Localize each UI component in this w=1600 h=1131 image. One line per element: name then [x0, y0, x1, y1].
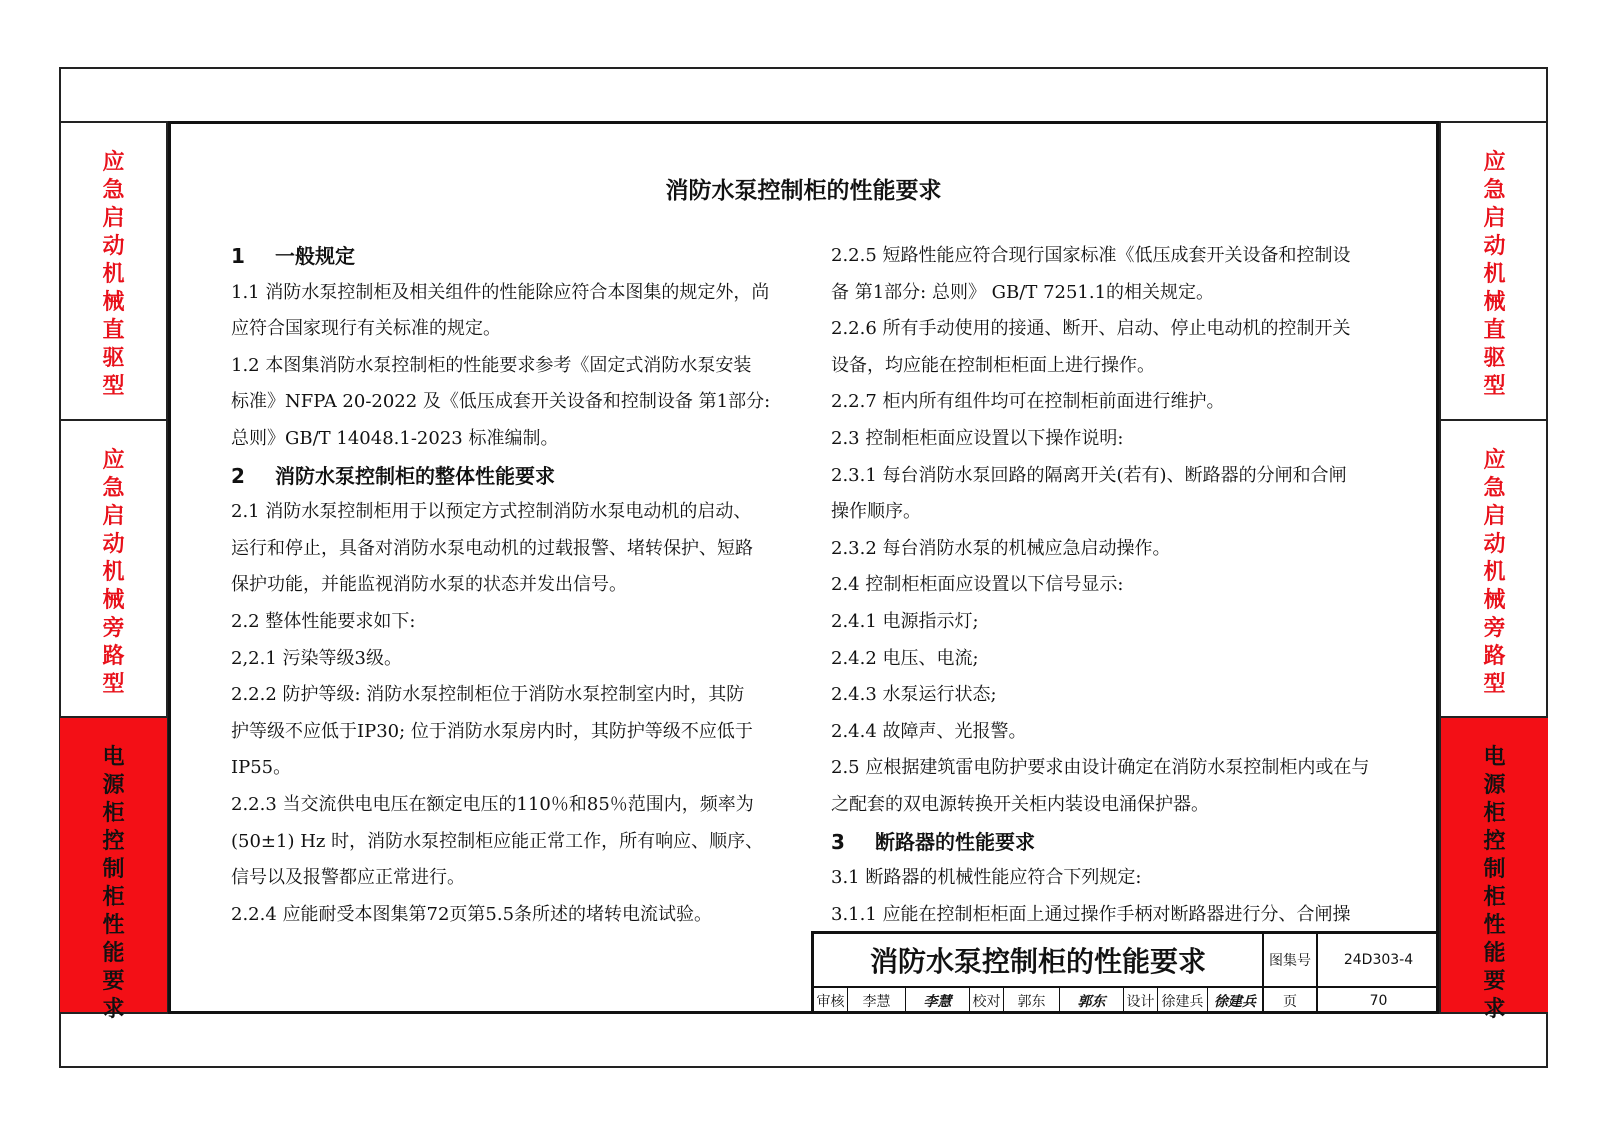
review-label: 审核 — [814, 988, 848, 1014]
section-number: 2 — [231, 463, 245, 488]
design-label: 设计 — [1124, 988, 1158, 1014]
section-heading-text: 一般规定 — [275, 244, 355, 268]
text-line: 标准》NFPA 20-2022 及《低压成套开关设备和控制设备 第1部分: — [231, 391, 771, 413]
section-number: 3 — [831, 829, 845, 854]
text-line: 运行和停止，具备对消防水泵电动机的过载报警、堵转保护、短路 — [231, 537, 753, 559]
right-text-column — [831, 238, 1369, 933]
text-line: 2.3 控制柜柜面应设置以下操作说明: — [831, 427, 1124, 449]
section-heading — [231, 238, 770, 275]
text-line: 2.4.3 水泵运行状态; — [831, 684, 997, 706]
section-heading-text: 消防水泵控制柜的整体性能要求 — [275, 463, 555, 488]
text-line: 信号以及报警都应正常进行。 — [231, 867, 465, 889]
designer-signature: 徐建兵 — [1208, 988, 1264, 1014]
atlas-number-label: 图集号 — [1264, 934, 1318, 988]
reviewer-name: 李慧 — [848, 988, 906, 1014]
reviewer-signature: 李慧 — [906, 988, 970, 1014]
document-title: 消防水泵控制柜的性能要求 — [665, 178, 942, 204]
text-line: 2.2.4 应能耐受本图集第72页第5.5条所述的堵转电流试验。 — [231, 903, 713, 925]
side-tab-label: 应 急 启 动 机 械 直 驱 型 — [102, 150, 125, 399]
title-block — [811, 931, 1439, 1014]
side-tab-label: 电 源 柜 控 制 柜 性 能 要 求 — [102, 745, 125, 1022]
section-heading — [231, 458, 770, 495]
left-text-column — [231, 238, 770, 933]
text-line: 2.2.2 防护等级: 消防水泵控制柜位于消防水泵控制室内时，其防 — [231, 684, 745, 706]
side-tab-label: 应 急 启 动 机 械 旁 路 型 — [1483, 448, 1506, 697]
section-heading-text: 断路器的性能要求 — [875, 829, 1035, 854]
text-line: 2.4 控制柜柜面应设置以下信号显示: — [831, 574, 1124, 596]
right-tab-2 — [1441, 421, 1548, 716]
left-tab-1 — [60, 123, 167, 419]
checker-signature: 郭东 — [1060, 988, 1124, 1014]
text-line: 2.4.1 电源指示灯; — [831, 610, 979, 632]
right-tab-1 — [1441, 123, 1548, 419]
page-label: 页 — [1264, 988, 1318, 1014]
text-line: 1.2 本图集消防水泵控制柜的性能要求参考《固定式消防水泵安装 — [231, 354, 752, 376]
text-line: 2.3.1 每台消防水泵回路的隔离开关(若有)、断路器的分闸和合闸 — [831, 464, 1347, 486]
text-line: IP55。 — [231, 757, 292, 779]
text-line: 2.2.6 所有手动使用的接通、断开、启动、停止电动机的控制开关 — [831, 318, 1351, 340]
text-line: 2.2.5 短路性能应符合现行国家标准《低压成套开关设备和控制设 — [831, 245, 1351, 266]
side-tab-label: 应 急 启 动 机 械 旁 路 型 — [102, 448, 125, 697]
text-line: 3.1.1 应能在控制柜柜面上通过操作手柄对断路器进行分、合闸操 — [831, 903, 1351, 925]
text-line: 之配套的双电源转换开关柜内装设电涌保护器。 — [831, 793, 1209, 815]
text-line: 护等级不应低于IP30; 位于消防水泵房内时，其防护等级不应低于 — [231, 720, 753, 742]
text-line: 2,2.1 污染等级3级。 — [231, 647, 402, 669]
text-line: 2.4.2 电压、电流; — [831, 647, 979, 669]
text-line: 应符合国家现行有关标准的规定。 — [231, 318, 501, 340]
text-line: 2.2.7 柜内所有组件均可在控制柜前面进行维护。 — [831, 391, 1225, 413]
side-tab-label: 应 急 启 动 机 械 直 驱 型 — [1483, 150, 1506, 399]
text-line: 2.2.3 当交流供电电压在额定电压的110％和85％范围内，频率为 — [231, 793, 754, 815]
text-line: 保护功能，并能监视消防水泵的状态并发出信号。 — [231, 574, 627, 596]
title-block-title: 消防水泵控制柜的性能要求 — [814, 934, 1264, 988]
text-line: 2.2 整体性能要求如下: — [231, 610, 416, 632]
text-line: 2.1 消防水泵控制柜用于以预定方式控制消防水泵电动机的启动、 — [231, 501, 752, 523]
left-tab-2 — [60, 421, 167, 716]
text-line: 1.1 消防水泵控制柜及相关组件的性能除应符合本图集的规定外，尚 — [231, 281, 770, 303]
text-line: 2.5 应根据建筑雷电防护要求由设计确定在消防水泵控制柜内或在与 — [831, 757, 1370, 779]
atlas-number: 24D303-4 — [1318, 934, 1439, 988]
left-tab-3 — [60, 718, 167, 1022]
checker-name: 郭东 — [1004, 988, 1060, 1014]
section-number: 1 — [231, 244, 245, 268]
text-line: 备 第1部分: 总则》 GB/T 7251.1的相关规定。 — [831, 281, 1215, 303]
text-line: 2.3.2 每台消防水泵的机械应急启动操作。 — [831, 537, 1171, 559]
page-number: 70 — [1369, 993, 1388, 1009]
designer-name: 徐建兵 — [1158, 988, 1208, 1014]
right-tab-3 — [1441, 718, 1548, 1022]
text-line: 操作顺序。 — [831, 501, 921, 523]
text-line: 2.4.4 故障声、光报警。 — [831, 720, 1027, 742]
text-line: 设备，均应能在控制柜柜面上进行操作。 — [831, 354, 1155, 376]
text-line: 3.1 断路器的机械性能应符合下列规定: — [831, 867, 1142, 889]
check-label: 校对 — [970, 988, 1004, 1014]
text-line: 总则》GB/T 14048.1-2023 标准编制。 — [231, 427, 559, 449]
side-tab-label: 电 源 柜 控 制 柜 性 能 要 求 — [1483, 745, 1506, 1022]
section-heading — [831, 824, 1369, 861]
text-line: (50±1) Hz 时，消防水泵控制柜应能正常工作，所有响应、顺序、 — [231, 830, 764, 852]
